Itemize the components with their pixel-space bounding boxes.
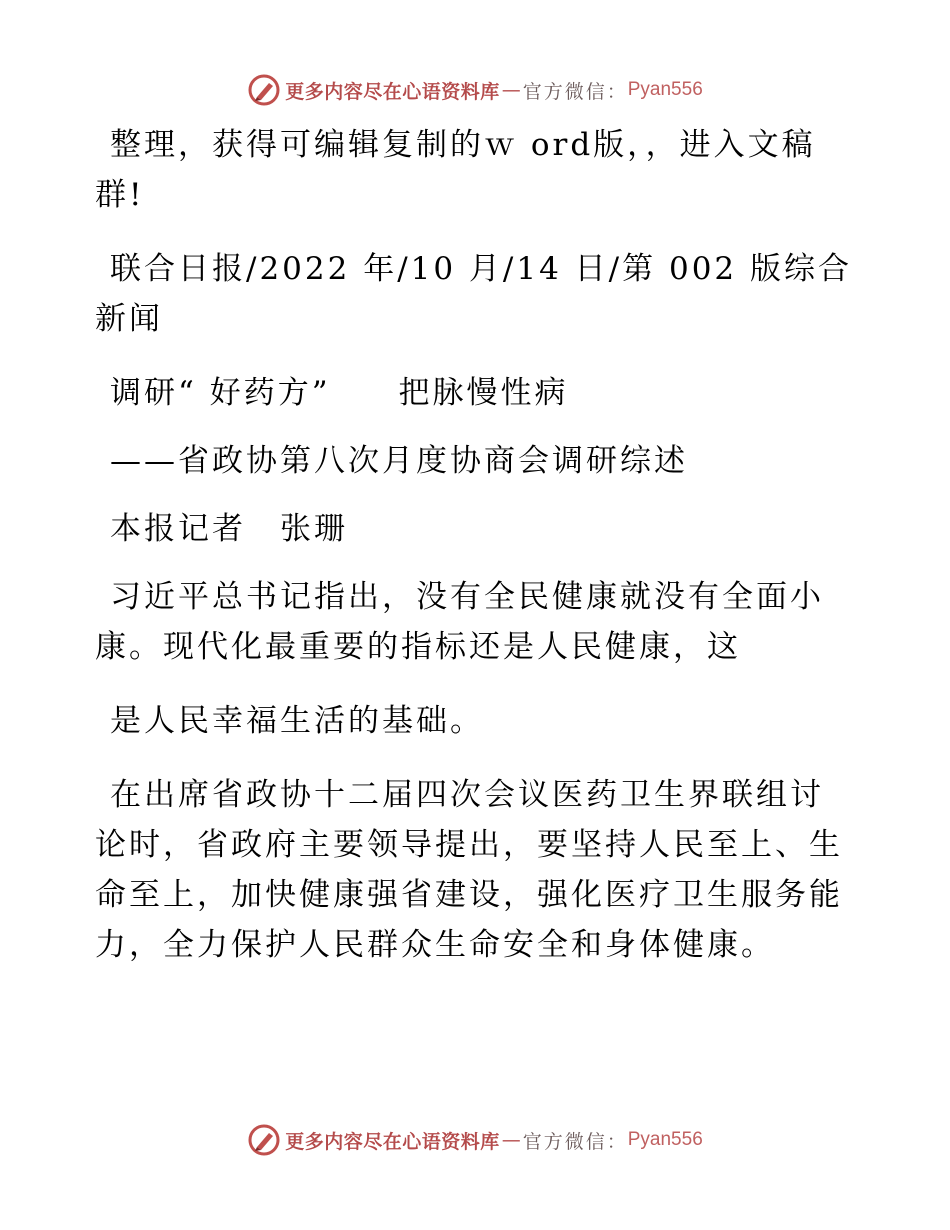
pen-logo-icon [247,73,281,107]
banner-wechat-id: Pyan556 [627,1129,703,1150]
paragraph-body: 习近平总书记指出，没有全民健康就没有全面小康。现代化最重要的指标还是人民健康，这 [95,579,824,665]
banner-main-text: 更多内容尽在心语资料库 [285,1130,500,1153]
banner-main-text: 更多内容尽在心语资料库 [285,80,500,103]
document-body [95,120,855,994]
paragraph-intro: 整理，获得可编辑复制的ｗ ord版，，进入文稿群! [95,127,816,213]
banner-dash: — [501,79,521,101]
footer-banner [0,1120,950,1160]
banner-wechat-label: 官方微信： [522,80,628,103]
paragraph-source: 联合日报/2022 年/10 月/14 日/第 002 版综合新闻 [95,251,853,337]
banner-dash: — [501,1129,521,1151]
article-title: 调研“ 好药方” 把脉慢性病 [110,375,569,411]
pen-logo-icon [247,1123,281,1157]
banner-wechat-label: 官方微信： [522,1130,628,1153]
paragraph-body: 在出席省政协十二届四次会议医药卫生界联组讨论时，省政府主要领导提出，要坚持人民至上、生命至上，加快健康强省建设，强化医疗卫生服务能力，全力保护人民群众生命安全和身体健康。 [95,777,843,963]
paragraph-body: 是人民幸福生活的基础。 [110,703,484,739]
article-byline: 本报记者 张珊 [110,511,348,547]
banner-wechat-id: Pyan556 [627,79,703,100]
article-subtitle: ——省政协第八次月度协商会调研综述 [110,443,688,479]
header-banner [0,70,950,110]
